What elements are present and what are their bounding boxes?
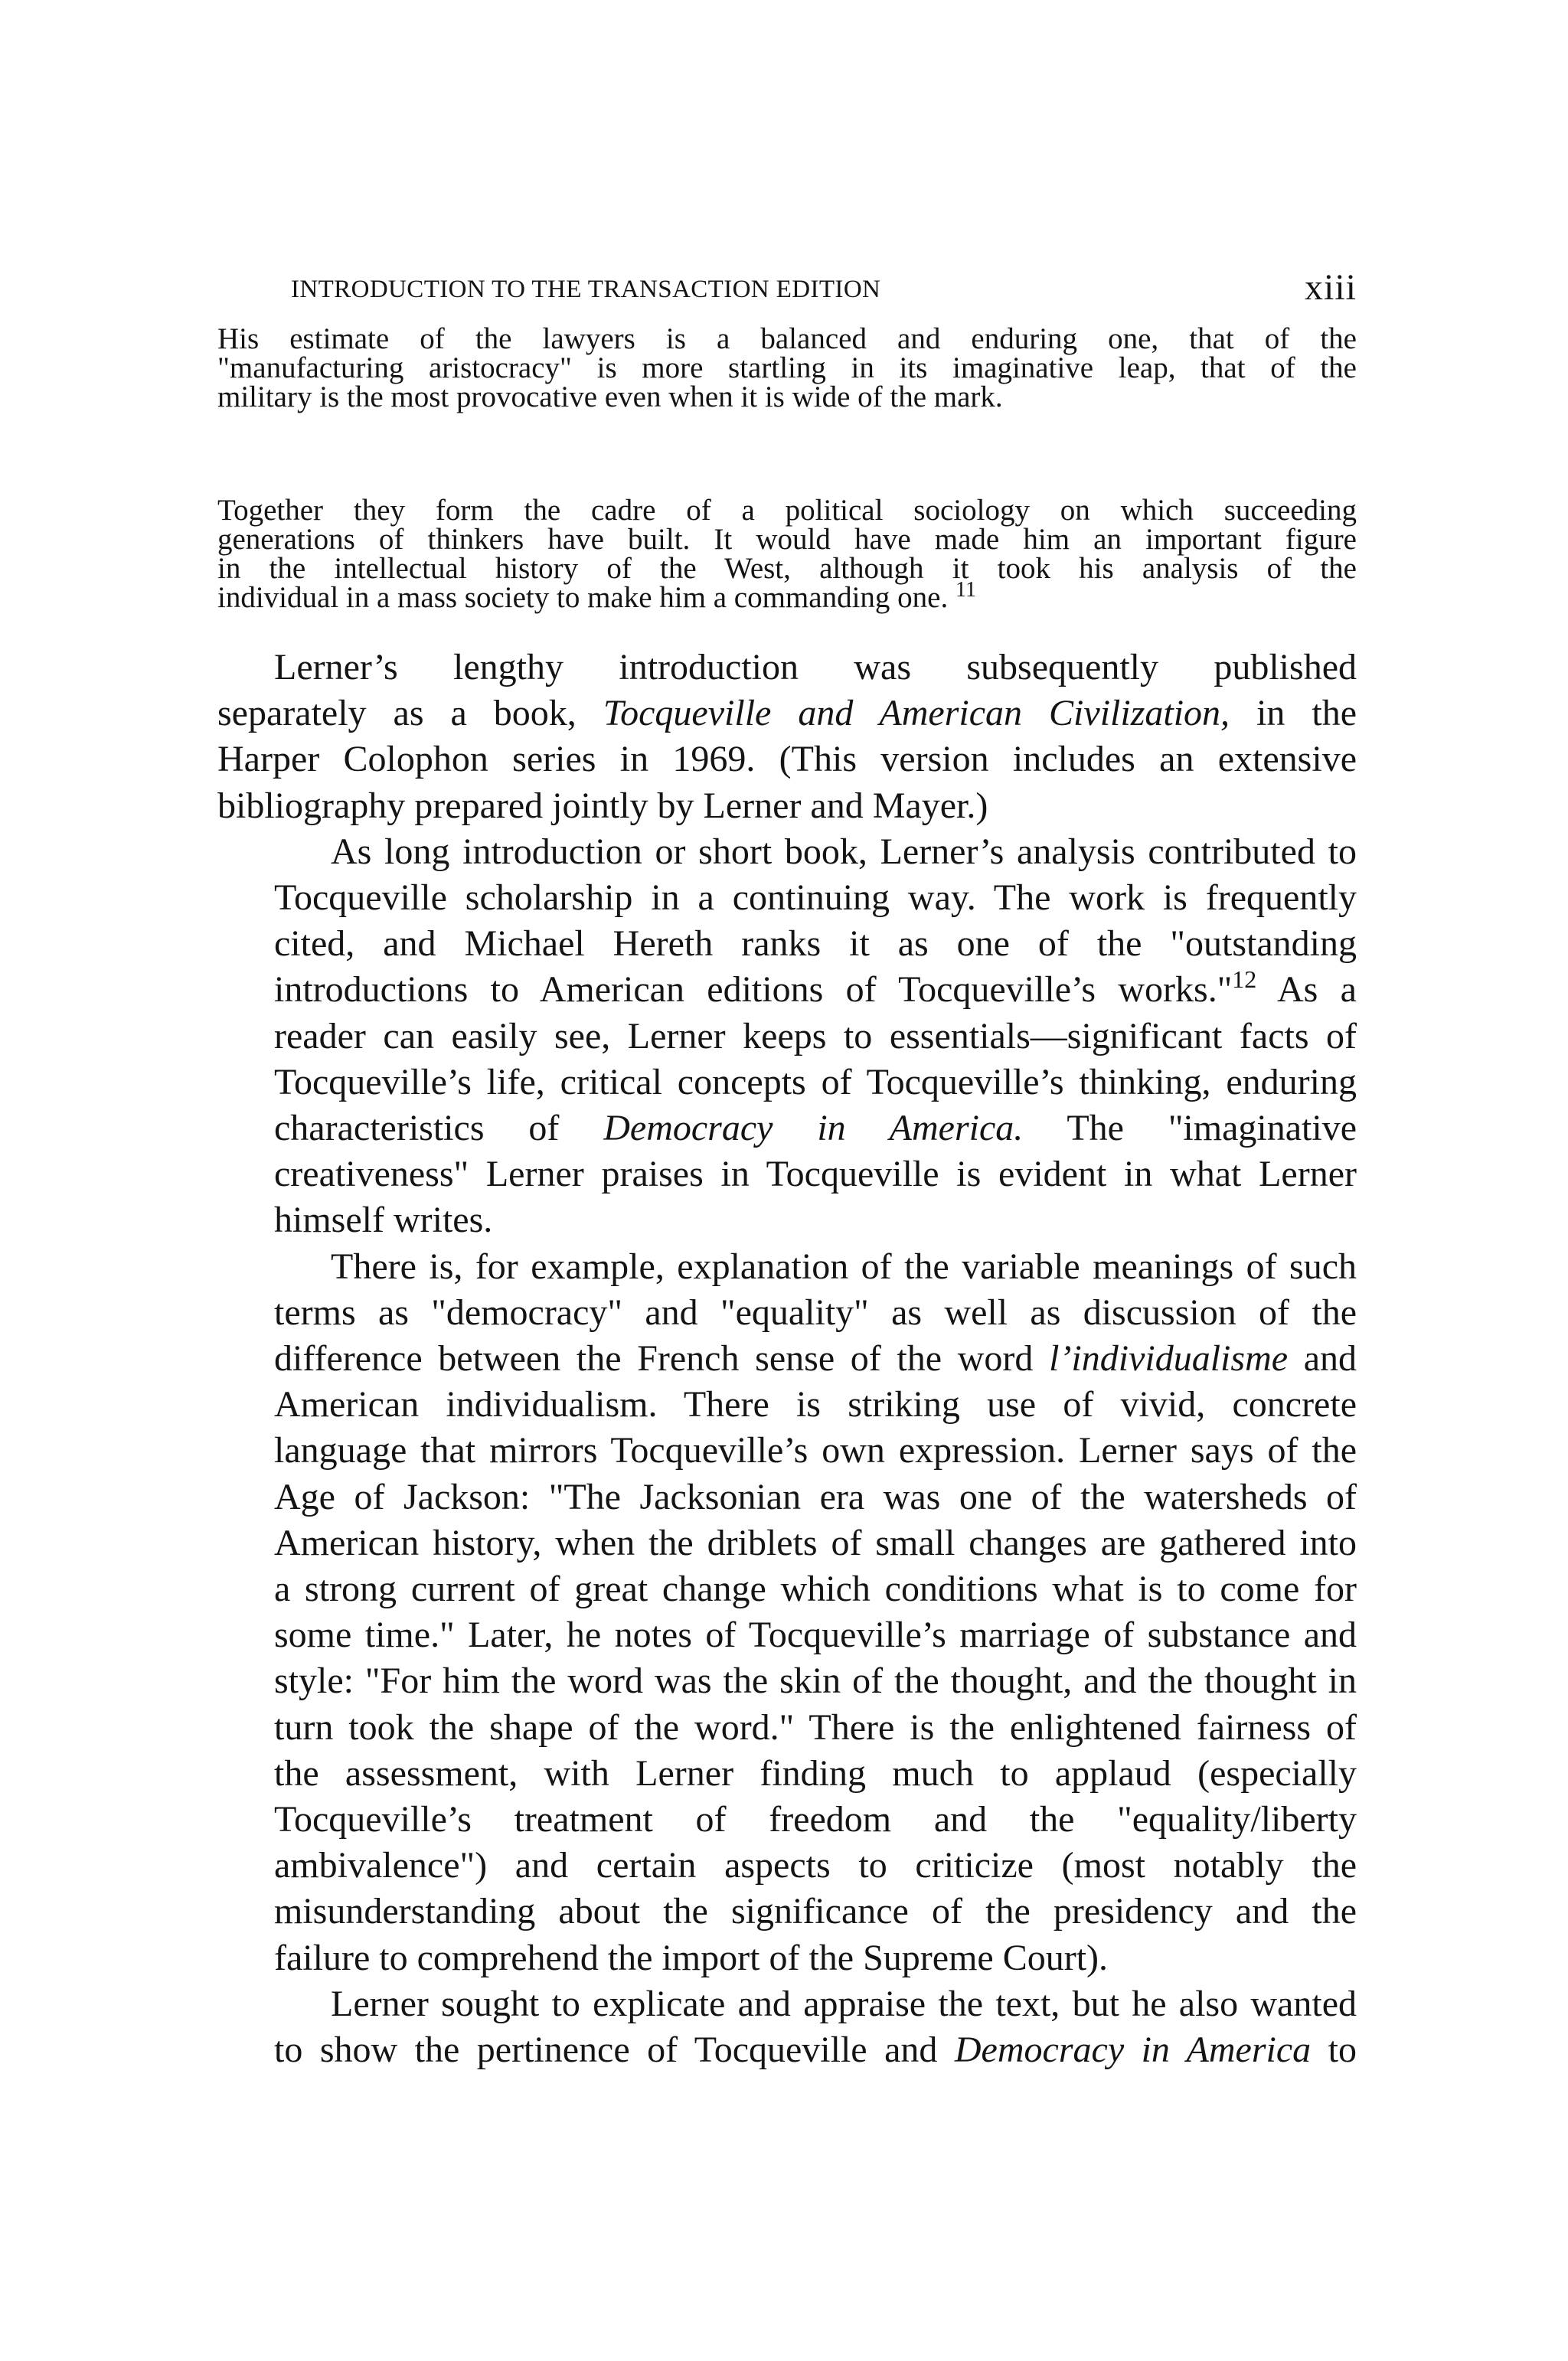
- block-quote-lawyers: His estimate of the lawyers is a balanced and enduring one, that of the "manufacturing aristocracy" is more startling in its imaginative leap, that of the military is the most provocative even when it is wide of the mark.: [217, 322, 1357, 413]
- paragraph-long-introduction: As long introduction or short book, Lerner’s analysis contributed to Tocqueville scholarship in a continuing way. The work is frequently cited, and Michael Hereth ranks it as one of the "outstanding introductions to American editions of Tocqueville’s works."$^{12}$ As a reader can easily see, Lerner keeps to essentials—significant facts of Tocqueville’s life, critical concepts of Tocqueville’s thinking, enduring characteristics of Democracy in America. The "imaginative creativeness" Lerner praises in Tocqueville is evident in what Lerner himself writes.: [274, 831, 1357, 1241]
- french-term-individualisme: l’individualisme: [1049, 1338, 1289, 1380]
- paragraph-pertinence: Lerner sought to explicate and appraise the text, but he also wanted to show the pertinence of Tocqueville and Democracy in America to: [274, 1983, 1357, 2071]
- paragraph-examples: There is, for example, explanation of the variable meanings of such terms as "democracy" and "equality" as well as discussion of the difference between the French sense of the word l’individualisme and American individualism. There is striking use of vivid, concrete language that mirrors Tocqueville’s own expression. Lerner says of the Age of Jackson: "The Jacksonian era was one of the watersheds of American history, when the driblets of small changes are gathered into a strong current of great change which conditions what is to come for some time." Later, he notes of Tocqueville’s marriage of substance and style: "For him the word was the skin of the thought, and the thought in turn took the shape of the word." There is the enlightened fairness of the assessment, with Lerner finding much to applaud (especially Tocqueville’s treatment of freedom and the "equality/liberty ambivalence") and certain aspects to criticize (most notably the misunderstanding about the significance of the presidency and the failure to comprehend the import of the Supreme Court).: [274, 1246, 1357, 1978]
- book-title-tocqueville-american-civilization: Tocqueville and American Civilization,: [603, 693, 1230, 734]
- footnote-ref-11[interactable]: 11: [955, 578, 976, 602]
- footnote-ref-12[interactable]: 12: [1232, 965, 1257, 994]
- book-title-democracy-in-america: Democracy in America.: [603, 1108, 1024, 1149]
- running-title: INTRODUCTION TO THE TRANSACTION EDITION: [291, 276, 881, 303]
- paragraph-lerner-introduction: Lerner’s lengthy introduction was subsequently published separately as a book, Tocqueville and American Civilization, in the Harper Colophon series in 1969. (This version includes an extensive bibliography prepared jointly by Lerner and Mayer.): [217, 647, 1357, 826]
- book-title-democracy-in-america-2: Democracy in America: [954, 2030, 1312, 2071]
- page-number: xiii: [1304, 267, 1357, 308]
- block-quote-sociology: Together they form the cadre of a political sociology on which succeeding generations of thinkers have built. It would have made him an important figure in the intellectual history of the West, although it took his analysis of the individual in a mass society to make him a commanding one. $^{11}$: [217, 494, 1357, 614]
- body-text: [217, 645, 1357, 2073]
- running-head: [291, 266, 1357, 312]
